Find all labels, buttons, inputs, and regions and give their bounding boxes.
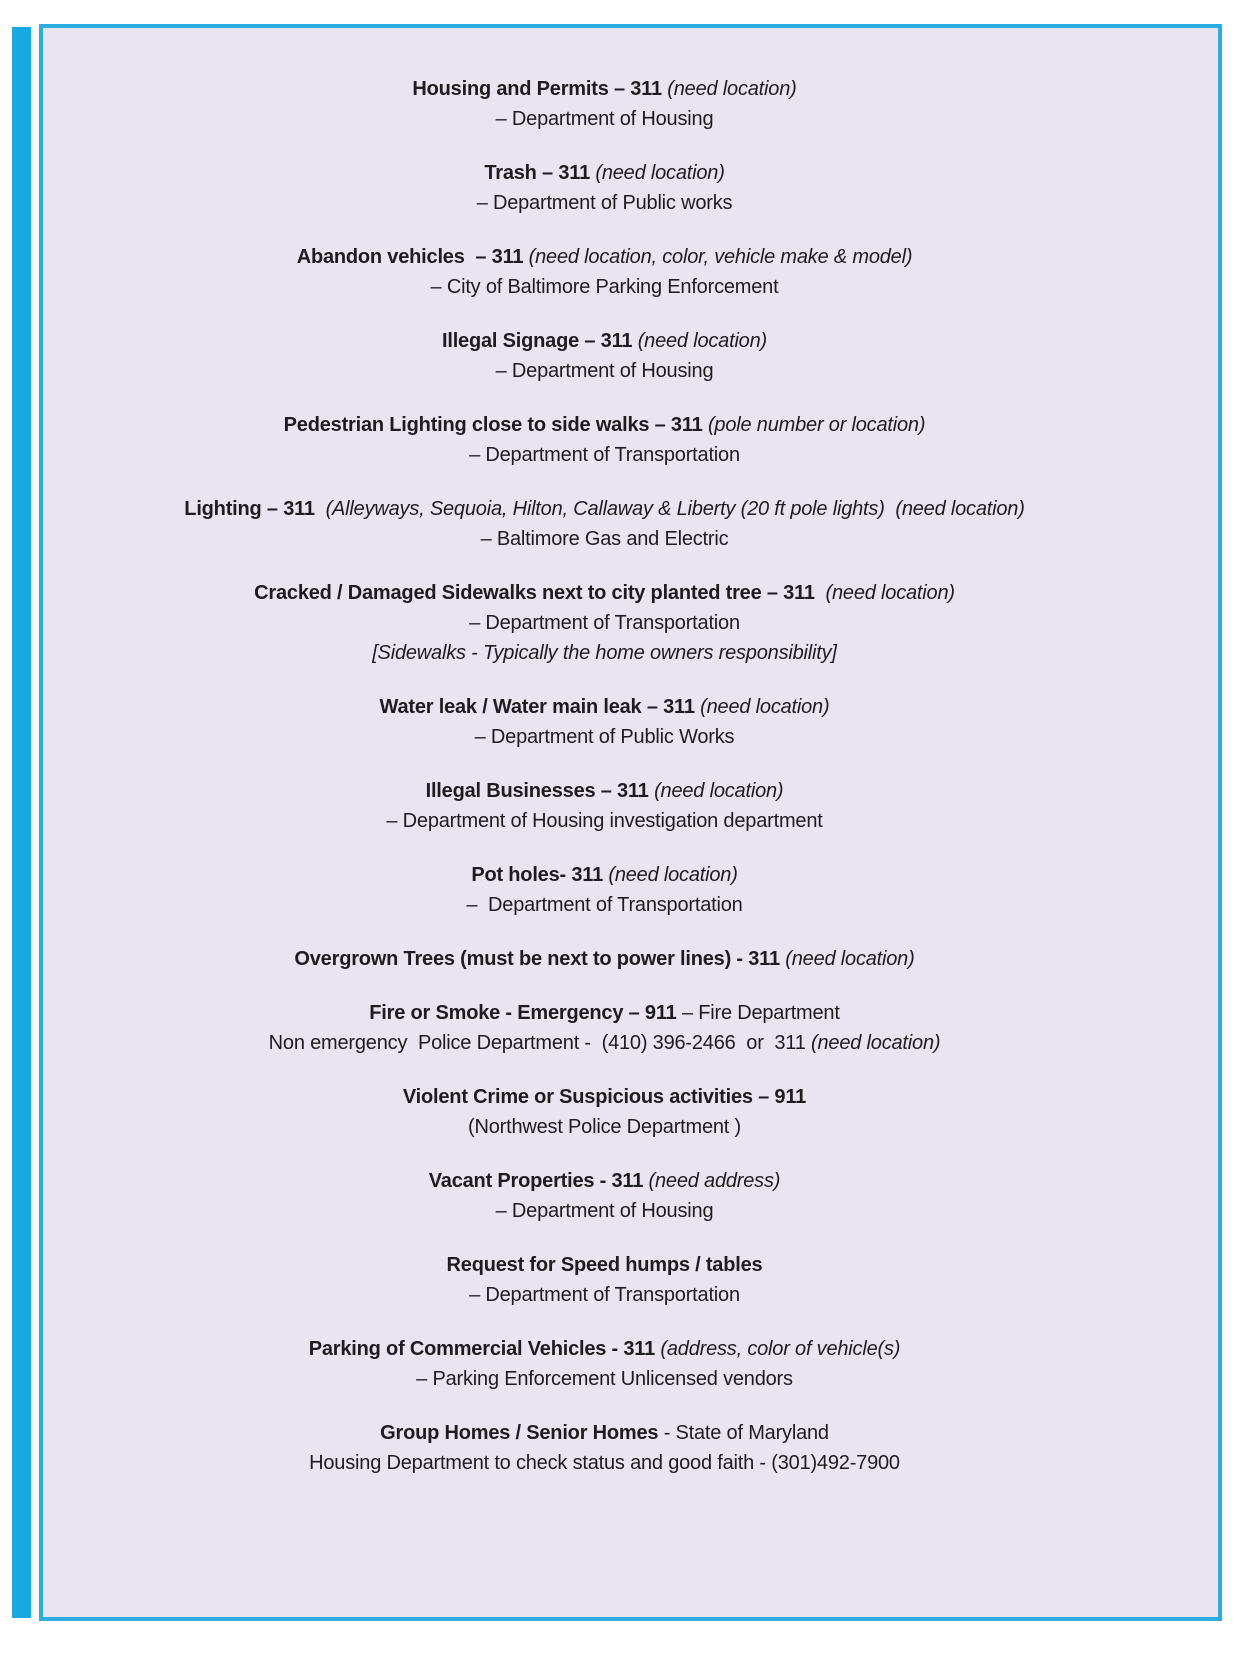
detail-segment: Housing Department to check status and good faith - (301)492-7900: [309, 1452, 900, 1474]
service-entry: [49, 1334, 1160, 1394]
service-title-line: [49, 158, 1160, 188]
service-name-segment: Illegal Signage – 311: [441, 330, 638, 352]
note-segment: (need location): [667, 78, 797, 100]
detail-segment: – Department of Housing: [495, 360, 714, 382]
detail-segment: – Parking Enforcement Unlicensed vendors: [416, 1368, 793, 1390]
service-detail-line: [49, 1028, 1160, 1058]
service-detail-line: [49, 1112, 1160, 1142]
service-title-line: [49, 410, 1160, 440]
note-segment: (need location): [654, 780, 784, 802]
service-entry: [49, 944, 1160, 974]
service-name-segment: Fire or Smoke - Emergency – 911: [369, 1002, 682, 1024]
service-detail-line: [49, 272, 1160, 302]
service-entry: [49, 1082, 1160, 1142]
service-title-line: [49, 1082, 1160, 1112]
service-detail-line: [49, 608, 1160, 638]
detail-segment: – Department of Housing: [495, 108, 714, 130]
note-segment: (Alleyways, Sequoia, Hilton, Callaway & Liberty (20 ft pole lights) (need location): [325, 498, 1025, 520]
note-segment: (need location): [825, 582, 955, 604]
service-detail-line: [49, 722, 1160, 752]
detail-segment: (Northwest Police Department ): [468, 1116, 741, 1138]
service-entry: [49, 1166, 1160, 1226]
service-name-segment: Pedestrian Lighting close to side walks – 311: [283, 414, 708, 436]
service-title-line: [49, 74, 1160, 104]
service-entry: [49, 1250, 1160, 1310]
service-entry: [49, 1418, 1160, 1478]
service-detail-line: [49, 1448, 1160, 1478]
detail-segment: – Fire Department: [681, 1002, 840, 1024]
service-name-segment: Trash – 311: [484, 162, 596, 184]
service-title-line: [49, 944, 1160, 974]
detail-segment: – Department of Transportation: [469, 1284, 740, 1306]
note-segment: (need location): [608, 864, 738, 886]
service-detail-line: [49, 524, 1160, 554]
service-title-line: [49, 692, 1160, 722]
service-name-segment: Water leak / Water main leak – 311: [379, 696, 701, 718]
service-title-line: [49, 860, 1160, 890]
service-name-segment: Violent Crime or Suspicious activities – 911: [402, 1086, 807, 1108]
detail-segment: Non emergency Police Department - (410) 396-2466 or 311: [268, 1032, 812, 1054]
service-detail-line: [49, 1364, 1160, 1394]
service-name-segment: Group Homes / Senior Homes: [380, 1422, 664, 1444]
service-detail-line: [49, 356, 1160, 386]
detail-segment: – Baltimore Gas and Electric: [480, 528, 729, 550]
service-detail-line: [49, 890, 1160, 920]
service-title-line: [49, 776, 1160, 806]
service-name-segment: Abandon vehicles – 311: [296, 246, 529, 268]
service-name-segment: Cracked / Damaged Sidewalks next to city planted tree – 311: [254, 582, 826, 604]
detail-segment: – Department of Public Works: [474, 726, 735, 748]
detail-segment: – Department of Public works: [476, 192, 733, 214]
service-entry: [49, 326, 1160, 386]
services-box: [39, 24, 1222, 1621]
service-detail-line: [49, 104, 1160, 134]
service-title-line: [49, 998, 1160, 1028]
note-segment: (need location): [811, 1032, 941, 1054]
detail-segment: – Department of Transportation: [466, 894, 743, 916]
service-entry: [49, 692, 1160, 752]
detail-segment: – Department of Housing: [495, 1200, 714, 1222]
service-entry: [49, 242, 1160, 302]
service-title-line: [49, 578, 1160, 608]
service-detail-line: [49, 440, 1160, 470]
note-segment: (need location): [785, 948, 915, 970]
note-segment: [Sidewalks - Typically the home owners responsibility]: [372, 642, 837, 664]
service-entry: [49, 998, 1160, 1058]
note-segment: (need location): [700, 696, 830, 718]
service-detail-line: [49, 1280, 1160, 1310]
note-segment: (need address): [648, 1170, 781, 1192]
detail-segment: – Department of Transportation: [469, 444, 740, 466]
service-detail-line: [49, 806, 1160, 836]
detail-segment: – City of Baltimore Parking Enforcement: [430, 276, 779, 298]
detail-segment: - State of Maryland: [663, 1422, 829, 1444]
service-entry: [49, 578, 1160, 668]
service-title-line: [49, 1250, 1160, 1280]
note-segment: (need location): [637, 330, 767, 352]
service-name-segment: Pot holes- 311: [471, 864, 609, 886]
left-accent-bar: [12, 27, 31, 1618]
note-segment: (address, color of vehicle(s): [660, 1338, 901, 1360]
service-title-line: [49, 242, 1160, 272]
note-segment: (need location, color, vehicle make & model): [528, 246, 913, 268]
service-name-segment: Overgrown Trees (must be next to power lines) - 311: [294, 948, 786, 970]
service-title-line: [49, 326, 1160, 356]
service-entry: [49, 860, 1160, 920]
service-name-segment: Parking of Commercial Vehicles - 311: [308, 1338, 661, 1360]
service-title-line: [49, 494, 1160, 524]
service-name-segment: Vacant Properties - 311: [428, 1170, 649, 1192]
service-name-segment: Illegal Businesses – 311: [425, 780, 655, 802]
service-name-segment: Lighting – 311: [184, 498, 326, 520]
service-entry: [49, 158, 1160, 218]
service-entry: [49, 74, 1160, 134]
service-name-segment: Housing and Permits – 311: [412, 78, 668, 100]
detail-segment: – Department of Transportation: [469, 612, 740, 634]
service-title-line: [49, 1418, 1160, 1448]
note-segment: (need location): [595, 162, 725, 184]
service-entry: [49, 776, 1160, 836]
service-list: [43, 28, 1218, 1478]
detail-segment: – Department of Housing investigation department: [386, 810, 823, 832]
service-entry: [49, 494, 1160, 554]
service-detail-line: [49, 638, 1160, 668]
service-name-segment: Request for Speed humps / tables: [446, 1254, 763, 1276]
service-entry: [49, 410, 1160, 470]
service-title-line: [49, 1166, 1160, 1196]
service-detail-line: [49, 188, 1160, 218]
service-detail-line: [49, 1196, 1160, 1226]
service-title-line: [49, 1334, 1160, 1364]
note-segment: (pole number or location): [707, 414, 926, 436]
